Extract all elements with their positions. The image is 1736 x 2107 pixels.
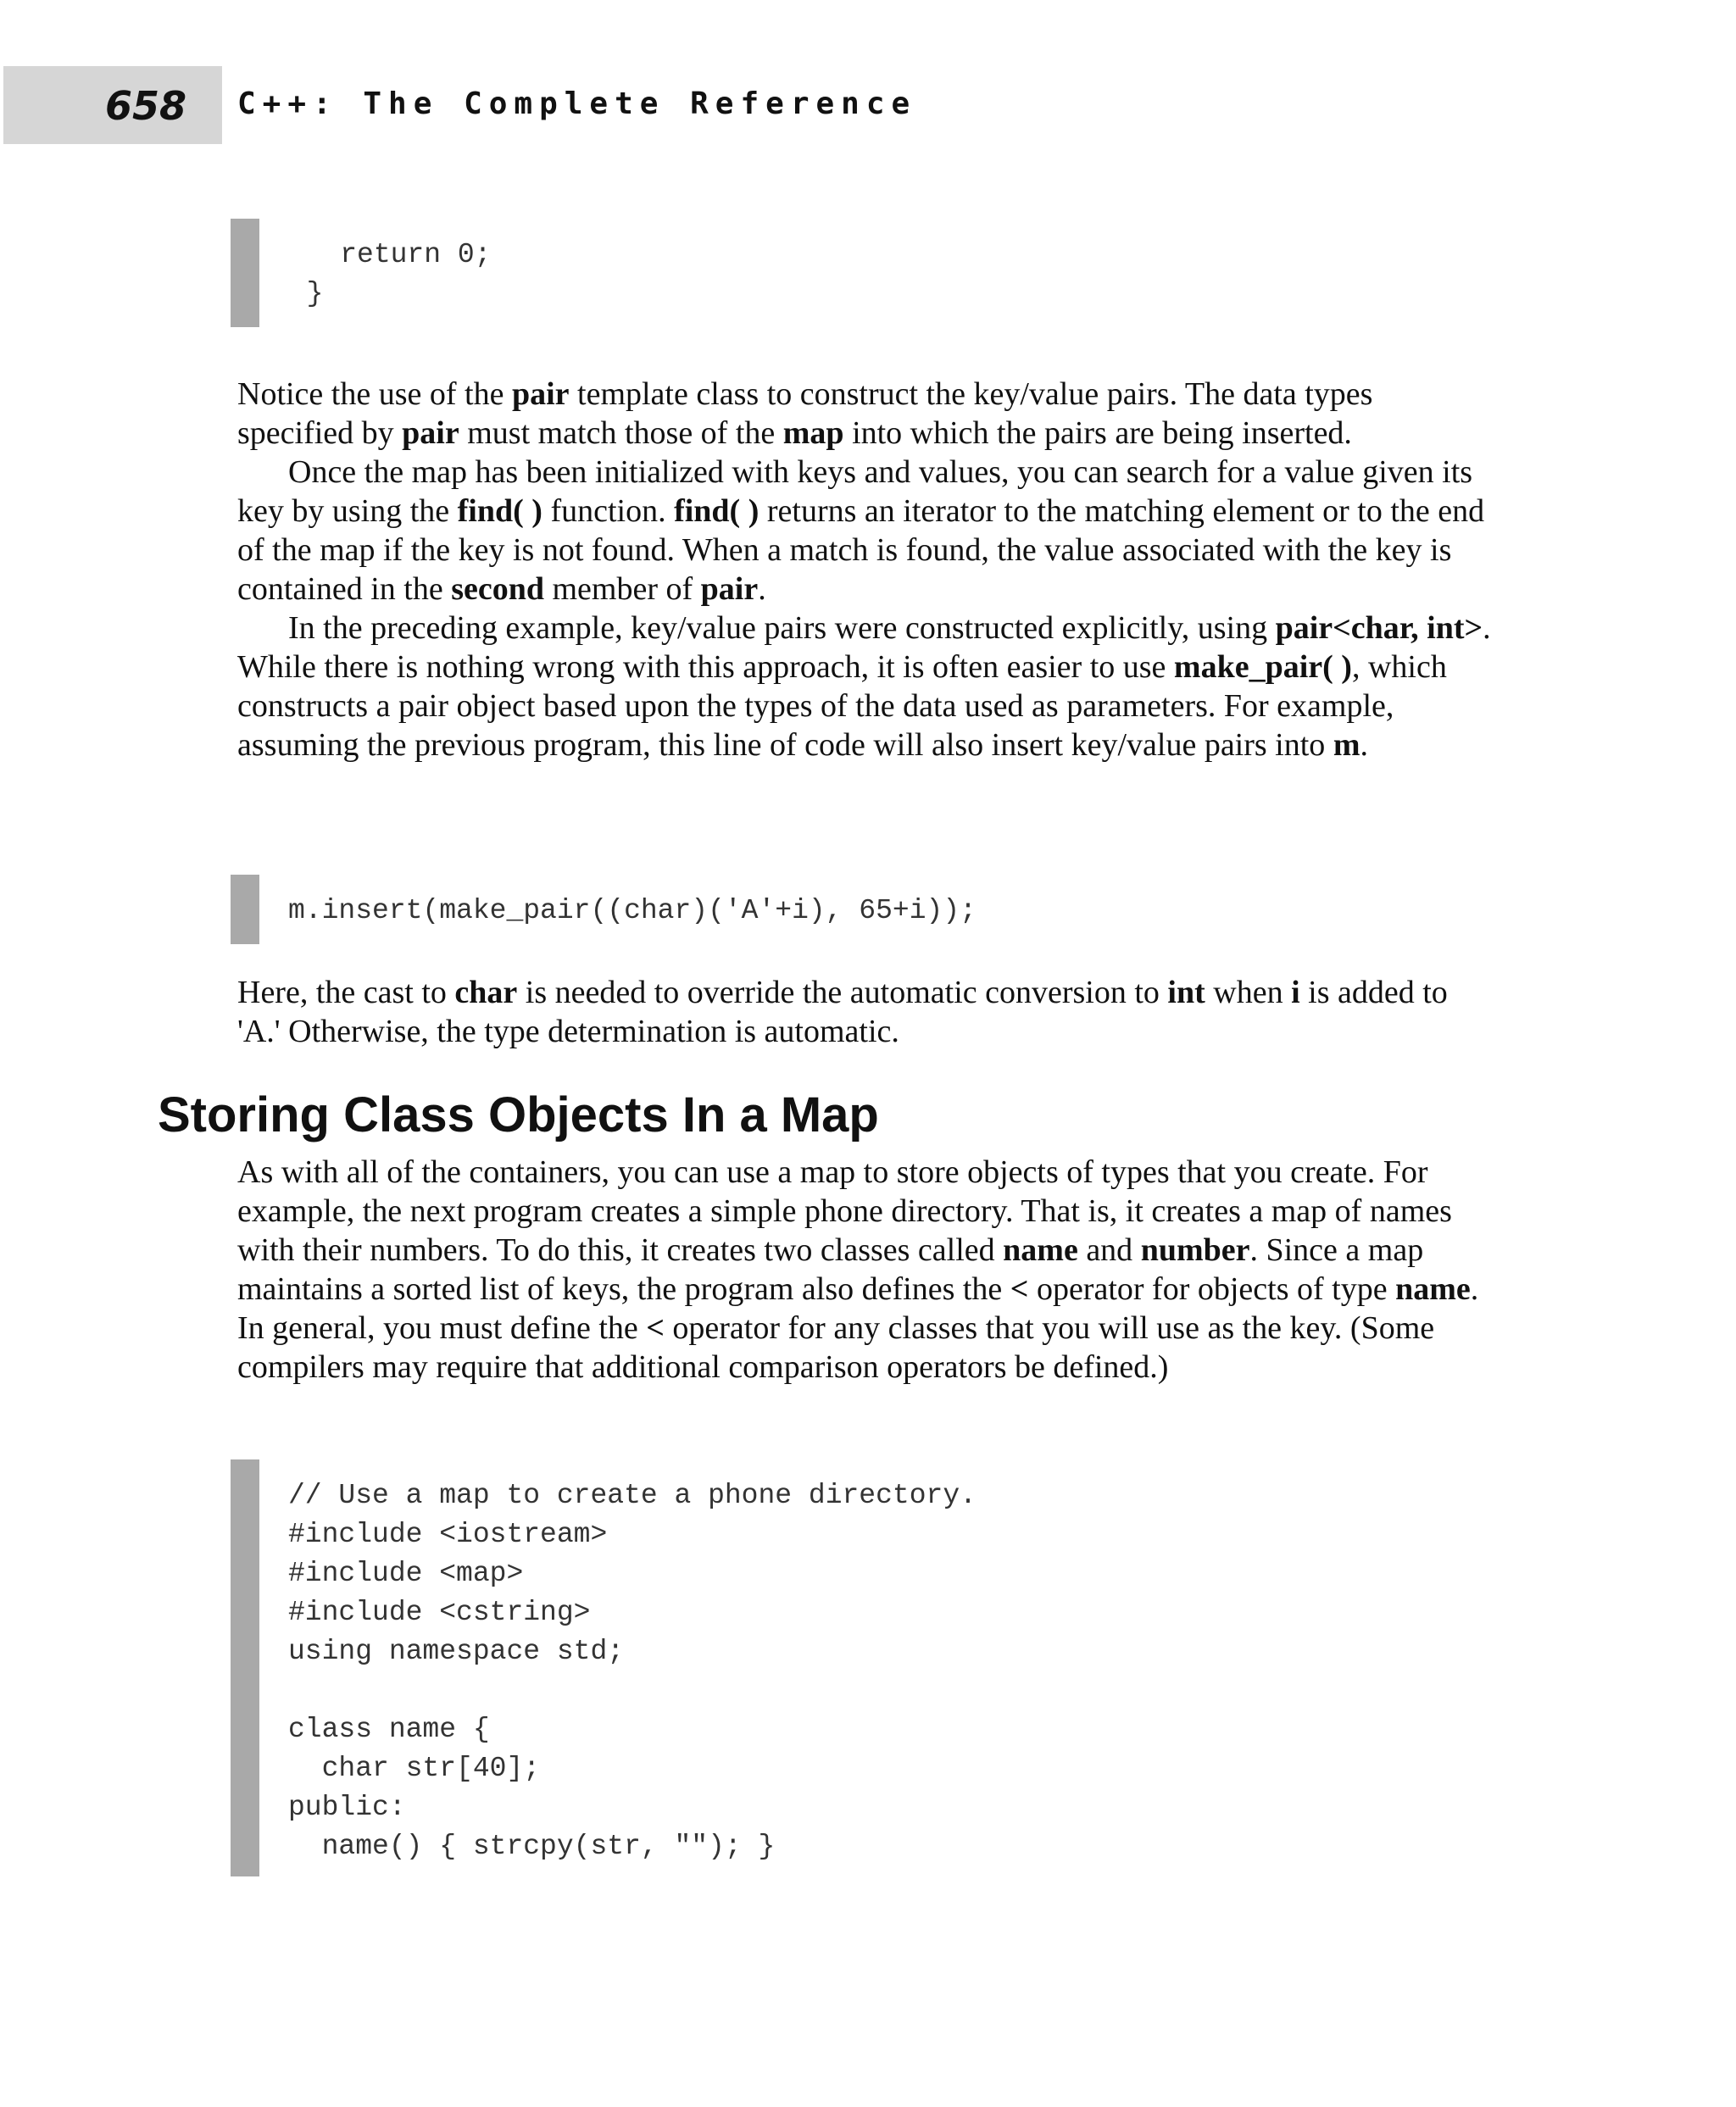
paragraph-find: Once the map has been initialized with keys and values, you can search for a value given its key by using the find( ) function. find( ) returns an iterator to the matching element or to the end of the map if the key is not found. When a match is found, the value associated with the key is contained in the second member of pair. [237,454,1485,607]
code-block-3 [231,1459,1502,1876]
body-text-3 [237,1153,1492,1387]
code-listing-3: // Use a map to create a phone directory. #include <iostream> #include <map> #include <cstring> using namespace std; class name { char str[40]; public: name() { strcpy(str, ""); } [288,1480,976,1862]
page-number-box [3,66,222,144]
paragraph-make-pair: In the preceding example, key/value pairs were constructed explicitly, using pair<char, int>. While there is nothing wrong with this approach, it is often easier to use make_pair( ), which constructs a pair object based upon the types of the data used as parameters. For example, assuming the previous program, this line of code will also insert key/value pairs into m. [237,610,1491,763]
code-listing-2: m.insert(make_pair((char)('A'+i), 65+i)); [288,895,976,926]
code-block-1 [231,219,1502,327]
book-title: C++: The Complete Reference [237,86,917,121]
page-number: 658 [104,83,186,129]
code-bar [231,1459,259,1876]
paragraph-pair-usage: Notice the use of the pair template class to construct the key/value pairs. The data types specified by pair must match those of the map into which the pairs are being inserted. [237,376,1373,451]
code-listing-1: return 0; } [306,239,492,309]
paragraph-containers: As with all of the containers, you can use a map to store objects of types that you create. For example, the next program creates a simple phone directory. That is, it creates a map of names with their numbers. To do this, it creates two classes called name and number. Since a map maintains a sorted list of keys, the program also defines the < operator for objects of type name. In general, you must define the < operator for any classes that you will use as the key. (Some compilers may require that additional comparison operators be defined.) [237,1154,1479,1385]
paragraph-cast: Here, the cast to char is needed to override the automatic conversion to int when i is added to 'A.' Otherwise, the type determination is automatic. [237,975,1448,1049]
body-text-2 [237,973,1492,1051]
code-bar [231,875,259,944]
body-text-1 [237,375,1492,764]
section-heading: Storing Class Objects In a Map [158,1087,879,1142]
page-header [0,66,1736,144]
code-block-2 [231,875,1502,944]
code-bar [231,219,259,327]
